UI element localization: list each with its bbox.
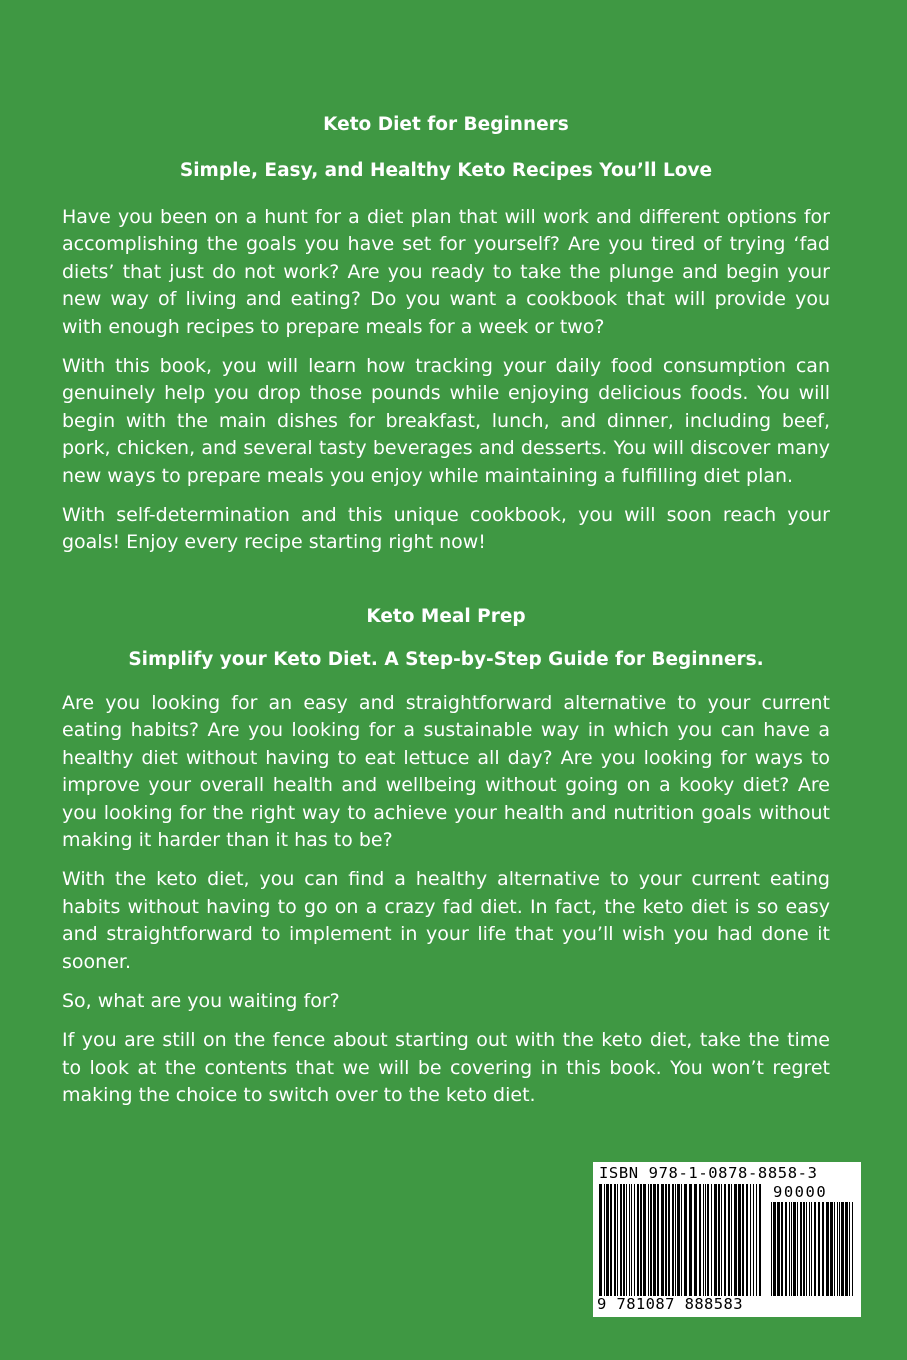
barcode-bar xyxy=(677,1184,680,1296)
barcode-bar xyxy=(648,1184,649,1296)
barcode-bar xyxy=(738,1184,741,1296)
barcode-bar xyxy=(657,1184,659,1296)
barcode-bar xyxy=(777,1202,780,1296)
barcode-bar xyxy=(617,1184,618,1296)
barcode-bar xyxy=(849,1202,850,1296)
barcode-bar xyxy=(721,1184,722,1296)
barcode-bar xyxy=(789,1202,790,1296)
paragraph: Are you looking for an easy and straightforward alternative to your current eating habits? Are you looking for a sustainable way in which you can have a healthy diet without having to eat lettuce all day? Are you looking for ways to improve your overall health and wellbeing without going on a kooky diet? Are you looking for the right way to achieve your health and nutrition goals without making it harder than it has to be? xyxy=(62,691,830,851)
section-title: Keto Diet for Beginners xyxy=(323,114,569,135)
barcode-bar xyxy=(773,1202,776,1296)
barcode-bar xyxy=(742,1184,744,1296)
barcode-bar xyxy=(839,1202,840,1296)
barcode-bar xyxy=(634,1184,635,1296)
barcode-bar xyxy=(703,1184,704,1296)
barcode-bar xyxy=(803,1202,805,1296)
barcode-bar xyxy=(837,1202,838,1296)
ean-number: 9 781087 888583 xyxy=(597,1295,743,1313)
barcode-bar xyxy=(791,1202,792,1296)
barcode-bar xyxy=(707,1184,709,1296)
barcode-bar xyxy=(629,1184,630,1296)
barcode-bar xyxy=(665,1184,667,1296)
barcode-bar xyxy=(606,1184,609,1296)
barcode-bar xyxy=(604,1184,605,1296)
barcode-bar xyxy=(631,1184,632,1296)
paragraph: With self-determination and this unique cookbook, you will soon reach your goals! Enjoy every recipe starting right now! xyxy=(62,504,830,554)
barcode-bar xyxy=(694,1184,697,1296)
paragraph: So, what are you waiting for? xyxy=(62,989,340,1012)
barcode-bar xyxy=(705,1184,706,1296)
barcode-bar xyxy=(785,1202,787,1296)
barcode-bar xyxy=(672,1184,674,1296)
barcode-bar xyxy=(845,1202,848,1296)
section-subtitle: Simple, Easy, and Healthy Keto Recipes You’ll Love xyxy=(179,160,713,181)
barcode-bar xyxy=(640,1184,642,1296)
addon-barcode-bars-icon xyxy=(771,1202,855,1296)
barcode-bar xyxy=(753,1184,754,1296)
barcode-bar xyxy=(822,1202,824,1296)
barcode-bar xyxy=(623,1184,625,1296)
barcode-bar xyxy=(728,1184,730,1296)
back-cover-text xyxy=(62,112,830,1122)
barcode-bar xyxy=(599,1184,602,1296)
barcode-bar xyxy=(811,1202,812,1296)
barcode-bar xyxy=(681,1184,682,1296)
barcode-bar xyxy=(834,1202,835,1296)
barcode-bar xyxy=(826,1202,829,1296)
barcode-bar xyxy=(818,1202,820,1296)
section-title: Keto Meal Prep xyxy=(366,605,526,627)
barcode-bar xyxy=(852,1202,853,1296)
barcode-bar xyxy=(699,1184,701,1296)
barcode-bar xyxy=(731,1184,732,1296)
barcode-bar xyxy=(614,1184,616,1296)
barcode-bar xyxy=(841,1202,844,1296)
barcode-bar xyxy=(806,1202,807,1296)
barcode-bar xyxy=(661,1184,664,1296)
paragraph: If you are still on the fence about starting out with the keto diet, take the time to look at the contents that we will be covering in this book. You won’t regret making the choice to switch over to the keto diet. xyxy=(62,1029,830,1107)
barcode-bar xyxy=(809,1202,810,1296)
paragraph: With the keto diet, you can find a healthy alternative to your current eating habits without having to go on a crazy fad diet. In fact, the keto diet is so easy and straightforward to implement in your life that you’ll wish you had done it sooner. xyxy=(62,868,830,973)
barcode-bar xyxy=(718,1184,720,1296)
barcode-bar xyxy=(620,1184,622,1296)
barcode-bar xyxy=(653,1184,656,1296)
book-description-keto-meal-prep xyxy=(62,604,830,1110)
barcode-bar xyxy=(626,1184,627,1296)
barcode-bar xyxy=(756,1184,757,1296)
barcode-bar xyxy=(781,1202,783,1296)
barcode-bar xyxy=(759,1184,761,1296)
barcode-bar xyxy=(830,1202,833,1296)
book-description-keto-diet xyxy=(62,112,830,557)
barcode-bar xyxy=(714,1184,717,1296)
barcode-bar xyxy=(650,1184,652,1296)
paragraph: With this book, you will learn how tracking your daily food consumption can genuinely help you drop those pounds while enjoying delicious foods. You will begin with the main dishes for breakfast, lunch, and dinner, including beef, pork, chicken, and several tasty beverages and desserts. You will discover many new ways to prepare meals you enjoy while maintaining a fulfilling diet plan. xyxy=(62,355,830,487)
isbn-number: ISBN 978-1-0878-8858-3 xyxy=(599,1164,818,1182)
barcode-bar xyxy=(689,1184,692,1296)
barcode-bar xyxy=(771,1202,772,1296)
barcode-bar xyxy=(675,1184,676,1296)
barcode-bar xyxy=(668,1184,670,1296)
barcode-bar xyxy=(684,1184,687,1296)
isbn-barcode xyxy=(593,1162,861,1317)
paragraph: Have you been on a hunt for a diet plan that will work and different options for accomplishing the goals you have set for yourself? Are you tired of trying ‘fad diets’ that just do not work? Are you ready to take the plunge and begin your new way of living and eating? Do you want a cookbook that will provide you with enough recipes to prepare meals for a week or two? xyxy=(62,206,830,338)
barcode-bar xyxy=(724,1184,726,1296)
barcode-bars-icon xyxy=(599,1184,761,1296)
barcode-bar xyxy=(800,1202,802,1296)
barcode-bar xyxy=(637,1184,639,1296)
section-subtitle: Simplify your Keto Diet. A Step-by-Step Guide for Beginners. xyxy=(128,648,764,670)
barcode-bar xyxy=(734,1184,737,1296)
price-addon-code: 90000 xyxy=(773,1183,828,1201)
barcode-bar xyxy=(750,1184,751,1296)
barcode-bar xyxy=(793,1202,796,1296)
barcode-bar xyxy=(643,1184,646,1296)
barcode-bar xyxy=(610,1184,612,1296)
barcode-bar xyxy=(797,1202,798,1296)
barcode-bar xyxy=(746,1184,748,1296)
barcode-bar xyxy=(711,1184,712,1296)
barcode-bar xyxy=(814,1202,816,1296)
